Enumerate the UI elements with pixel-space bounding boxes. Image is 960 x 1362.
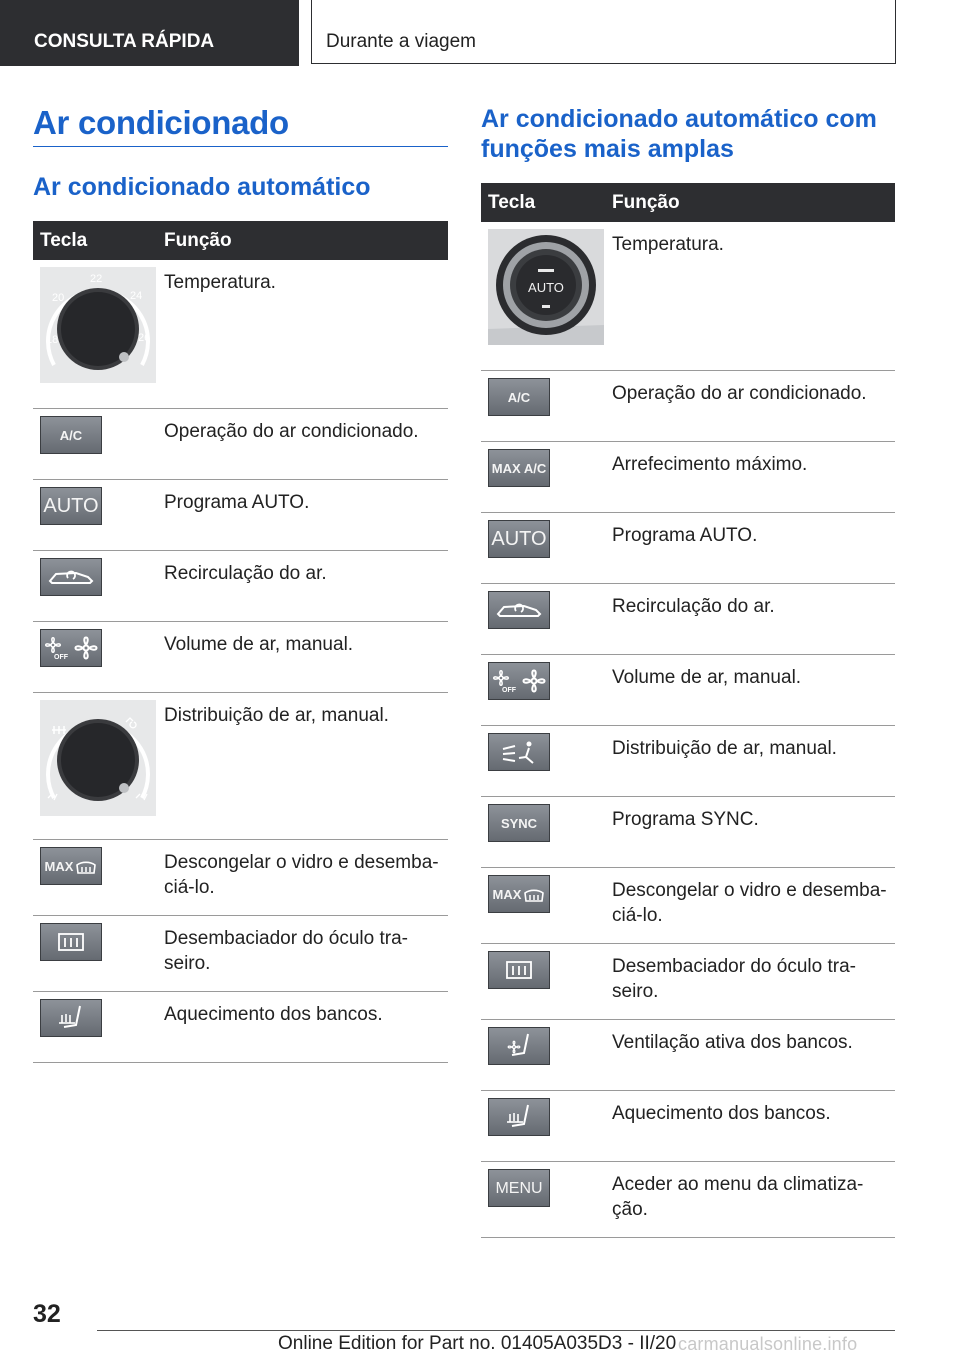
section-tab: CONSULTA RÁPIDA (0, 0, 299, 66)
max-defrost-icon (488, 875, 550, 913)
function-text: Arrefecimento máximo. (604, 442, 895, 513)
function-text: Descongelar o vidro e desemba- ciá-lo. (604, 868, 895, 944)
function-text: Programa SYNC. (604, 797, 895, 868)
right-title: Ar condicionado automático com funções mais amplas (481, 105, 877, 163)
table-row (33, 260, 448, 409)
ac-button-icon: A/C (488, 378, 550, 416)
function-text: Ventilação ativa dos bancos. (604, 1020, 895, 1091)
table-row (481, 726, 895, 797)
function-text: Recirculação do ar. (156, 551, 448, 622)
function-text: Recirculação do ar. (604, 584, 895, 655)
menu-button-icon: MENU (488, 1169, 550, 1207)
auto-button-icon: AUTO (40, 487, 102, 525)
col-header-function: Função (604, 183, 895, 222)
fan-off-label: OFF (502, 687, 516, 694)
function-text: Descongelar o vidro e desemba- ciá-lo. (156, 840, 448, 916)
left-subtitle: Ar condicionado automático (33, 173, 371, 201)
table-row (33, 693, 448, 840)
distribution-icon (488, 733, 550, 771)
distribution-knob (40, 700, 156, 816)
max-ac-button-icon: MAX A/C (488, 449, 550, 487)
table-row (33, 551, 448, 622)
seat-heating-icon (488, 1098, 550, 1136)
table-row (481, 1020, 895, 1091)
temp-scale-18: 18 (46, 334, 59, 346)
function-text: Volume de ar, manual. (156, 622, 448, 693)
table-row (33, 622, 448, 693)
function-text: Temperatura. (156, 260, 448, 409)
page-header (0, 0, 960, 66)
right-function-table (481, 183, 895, 1238)
recirculation-icon (40, 558, 102, 596)
function-text: Distribuição de ar, manual. (156, 693, 448, 840)
subsection-tab: Durante a viagem (311, 0, 896, 64)
function-text: Programa AUTO. (604, 513, 895, 584)
fan-off-label: OFF (54, 654, 68, 661)
function-text: Operação do ar condicionado. (156, 409, 448, 480)
col-header-function: Função (156, 221, 448, 260)
function-text: Volume de ar, manual. (604, 655, 895, 726)
edition-text: Online Edition for Part no. 01405A035D3 - II/20 (278, 1333, 677, 1354)
knob-auto-label: AUTO (528, 280, 564, 295)
title-rule (33, 146, 448, 147)
temperature-knob (40, 267, 156, 383)
function-text: Temperatura. (604, 222, 895, 371)
table-row (33, 480, 448, 551)
rear-defrost-icon (488, 951, 550, 989)
sync-button-icon: SYNC (488, 804, 550, 842)
function-text: Programa AUTO. (156, 480, 448, 551)
fan-icon (488, 662, 550, 700)
col-header-key: Tecla (33, 221, 156, 260)
table-row (481, 797, 895, 868)
seat-heating-icon (40, 999, 102, 1037)
table-row (33, 840, 448, 916)
function-text: Aceder ao menu da climatiza- ção. (604, 1162, 895, 1238)
table-row (481, 655, 895, 726)
table-row (481, 442, 895, 513)
table-row (481, 222, 895, 371)
table-row (481, 513, 895, 584)
table-row (33, 992, 448, 1063)
col-header-key: Tecla (481, 183, 604, 222)
temp-scale-26: 26 (138, 332, 151, 344)
rear-defrost-icon (40, 923, 102, 961)
table-row (481, 584, 895, 655)
ac-button-icon: A/C (40, 416, 102, 454)
table-row (33, 409, 448, 480)
function-text: Aquecimento dos bancos. (604, 1091, 895, 1162)
temp-scale-20: 20 (52, 292, 65, 304)
function-text: Operação do ar condicionado. (604, 371, 895, 442)
page-number: 32 (33, 1300, 61, 1328)
seat-ventilation-icon (488, 1027, 550, 1065)
temp-scale-22: 22 (90, 273, 103, 285)
max-label: MAX (492, 886, 522, 902)
left-function-table (33, 221, 448, 1063)
function-text: Desembaciador do óculo tra- seiro. (604, 944, 895, 1020)
function-text: Desembaciador do óculo tra- seiro. (156, 916, 448, 992)
temp-scale-24: 24 (130, 290, 143, 302)
watermark: carmanualsonline.info (678, 1334, 858, 1354)
table-row (481, 868, 895, 944)
table-row (481, 944, 895, 1020)
auto-button-icon: AUTO (488, 520, 550, 558)
table-row (33, 916, 448, 992)
function-text: Aquecimento dos bancos. (156, 992, 448, 1063)
table-row (481, 1091, 895, 1162)
temperature-knob-auto (488, 229, 604, 345)
function-text: Distribuição de ar, manual. (604, 726, 895, 797)
recirculation-icon (488, 591, 550, 629)
table-row (481, 1162, 895, 1238)
footer-rule (97, 1330, 895, 1331)
table-row (481, 371, 895, 442)
max-defrost-icon (40, 847, 102, 885)
max-label: MAX (44, 858, 74, 874)
page-title: Ar condicionado (33, 104, 289, 141)
fan-icon (40, 629, 102, 667)
